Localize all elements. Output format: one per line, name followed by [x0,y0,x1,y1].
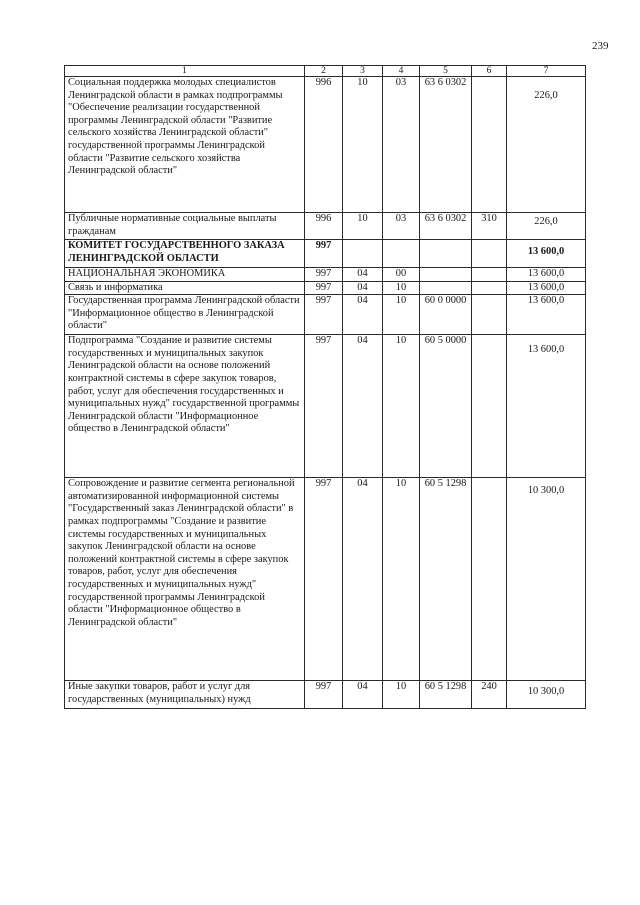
row-code-subsection: 10 [383,681,420,709]
row-code-subsection: 10 [383,335,420,478]
row-code-expense-type [472,335,507,478]
row-code-ministry: 997 [305,681,343,709]
row-code-section: 04 [343,281,383,295]
row-code-expense-type [472,295,507,335]
row-amount: 10 300,0 [507,478,586,681]
row-code-expense-type [472,478,507,681]
row-amount: 13 600,0 [507,281,586,295]
row-code-subsection: 10 [383,281,420,295]
row-code-target [420,240,472,268]
row-name: НАЦИОНАЛЬНАЯ ЭКОНОМИКА [65,268,305,282]
row-code-section: 04 [343,478,383,681]
page-number: 239 [592,40,609,52]
row-name: Публичные нормативные социальные выплаты гражданам [65,213,305,240]
row-code-section: 04 [343,268,383,282]
row-code-ministry: 997 [305,268,343,282]
table-row [65,240,586,268]
table-row [65,268,586,282]
row-code-ministry: 996 [305,77,343,213]
row-code-expense-type [472,77,507,213]
row-name: Связь и информатика [65,281,305,295]
row-amount: 13 600,0 [507,335,586,478]
budget-table [64,65,586,709]
row-code-subsection: 10 [383,478,420,681]
row-code-target [420,268,472,282]
row-code-ministry: 997 [305,281,343,295]
row-code-target: 60 0 0000 [420,295,472,335]
row-code-ministry: 996 [305,213,343,240]
column-number: 1 [65,66,305,77]
row-name: Иные закупки товаров, работ и услуг для государственных (муниципальных) нужд [65,681,305,709]
row-code-subsection: 03 [383,77,420,213]
row-code-expense-type: 310 [472,213,507,240]
column-number: 4 [383,66,420,77]
row-code-target: 60 5 1298 [420,478,472,681]
row-amount: 10 300,0 [507,681,586,709]
row-code-section: 10 [343,213,383,240]
row-amount: 226,0 [507,213,586,240]
column-number-row [65,66,586,77]
table-row [65,213,586,240]
row-code-target [420,281,472,295]
row-code-section: 10 [343,77,383,213]
row-amount: 13 600,0 [507,240,586,268]
row-code-ministry: 997 [305,240,343,268]
row-code-section: 04 [343,335,383,478]
row-name: КОМИТЕТ ГОСУДАРСТВЕННОГО ЗАКАЗА ЛЕНИНГРАДСКОЙ ОБЛАСТИ [65,240,305,268]
column-number: 2 [305,66,343,77]
row-code-target: 60 5 0000 [420,335,472,478]
row-code-target: 63 6 0302 [420,213,472,240]
row-amount: 13 600,0 [507,268,586,282]
row-code-expense-type [472,268,507,282]
row-code-expense-type [472,240,507,268]
row-code-target: 63 6 0302 [420,77,472,213]
table-row [65,335,586,478]
table-row [65,281,586,295]
row-name: Государственная программа Ленинградской области "Информационное общество в Ленинградской области" [65,295,305,335]
row-name: Социальная поддержка молодых специалистов Ленинградской области в рамках подпрограммы "Обеспечение реализации государственной программы Ленинградской области "Развитие сельского хозяйства Ленинградской области" государственной программы Ленинградской области "Развитие сельского хозяйства Ленинградской области" [65,77,305,213]
row-code-expense-type: 240 [472,681,507,709]
row-code-ministry: 997 [305,295,343,335]
row-code-subsection: 00 [383,268,420,282]
table-row [65,295,586,335]
row-name: Сопровождение и развитие сегмента региональной автоматизированной информационной системы "Государственный заказ Ленинградской области" в рамках подпрограммы "Создание и развитие системы государственных и муниципальных закупок Ленинградской области на основе положений контрактной системы в сфере закупок товаров, работ, услуг для обеспечения государственных и муниципальных нужд" государственной программы Ленинградской области "Информационное общество в Ленинградской области" [65,478,305,681]
row-code-section: 04 [343,295,383,335]
row-code-ministry: 997 [305,335,343,478]
row-code-section [343,240,383,268]
row-name: Подпрограмма "Создание и развитие системы государственных и муниципальных закупок Ленинградской области на основе положений контрактной системы в сфере закупок товаров, работ, услуг для обеспечения государственных и муниципальных нужд" государственной программы Ленинградской области "Информационное общество в Ленинградской области" [65,335,305,478]
row-code-subsection: 03 [383,213,420,240]
row-amount: 226,0 [507,77,586,213]
row-code-subsection: 10 [383,295,420,335]
column-number: 6 [472,66,507,77]
column-number: 3 [343,66,383,77]
row-code-ministry: 997 [305,478,343,681]
column-number: 7 [507,66,586,77]
table-row [65,77,586,213]
row-code-target: 60 5 1298 [420,681,472,709]
row-amount: 13 600,0 [507,295,586,335]
table-row [65,681,586,709]
table-row [65,478,586,681]
column-number: 5 [420,66,472,77]
row-code-section: 04 [343,681,383,709]
row-code-subsection [383,240,420,268]
row-code-expense-type [472,281,507,295]
